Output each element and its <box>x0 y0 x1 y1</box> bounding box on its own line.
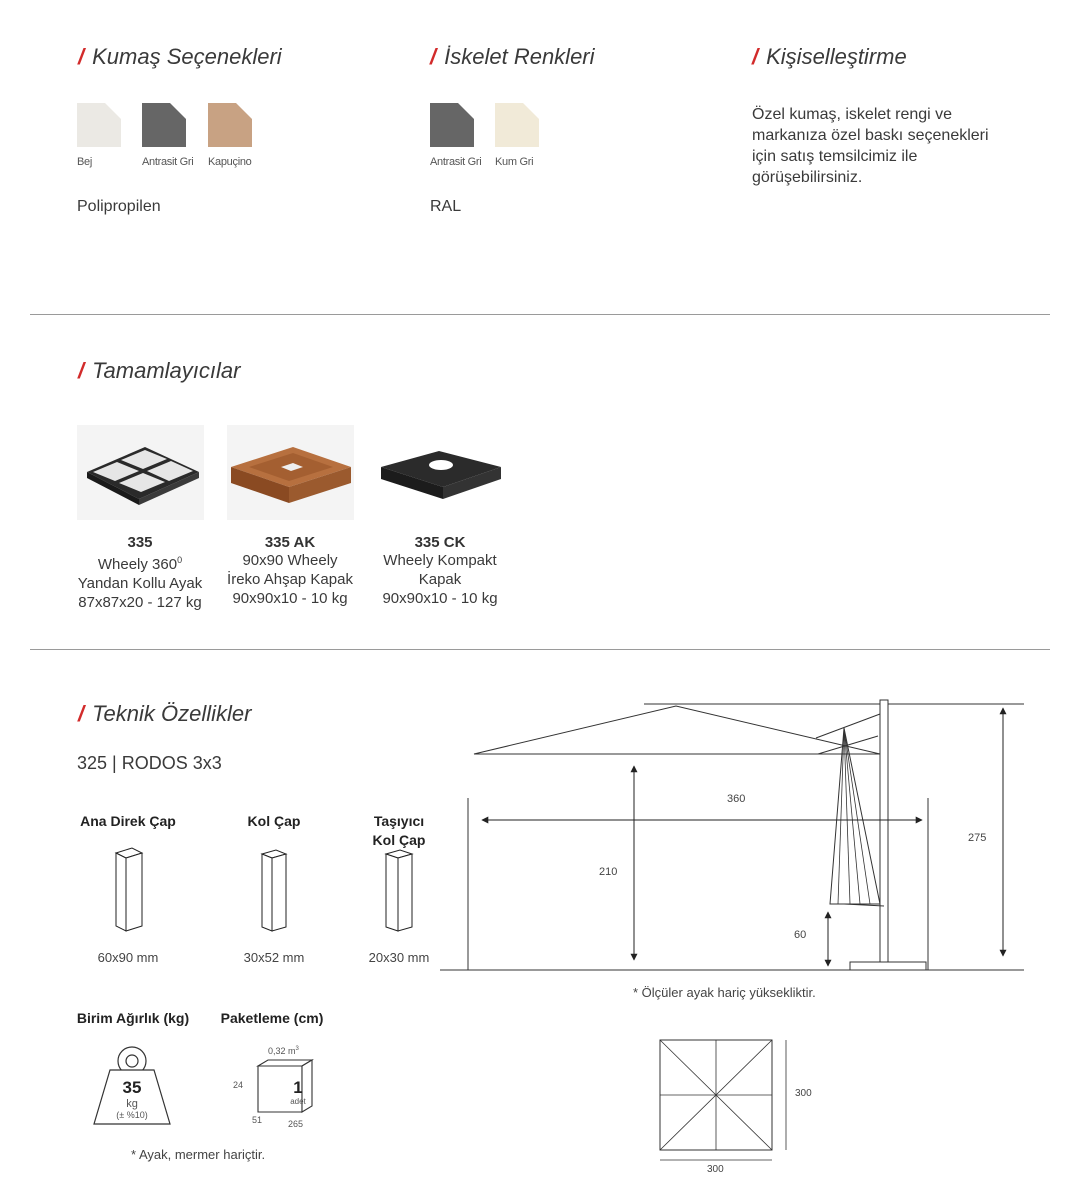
swatch-shape <box>77 103 121 147</box>
arm-profile-icon <box>258 849 294 938</box>
profile-front <box>262 854 272 931</box>
fabric-options-title-text: Kumaş Seçenekleri <box>92 44 282 69</box>
canopy-strut <box>816 714 880 738</box>
canopy-open <box>474 706 880 754</box>
customization-text <box>752 104 989 188</box>
swatch-shape <box>208 103 252 147</box>
profile-side <box>398 854 412 931</box>
swatch-label: Bej <box>77 156 92 168</box>
total-height-label: 275 <box>968 832 987 844</box>
package-volume-sup: 3 <box>295 1046 299 1052</box>
package-volume <box>268 1046 299 1056</box>
swatch-label: Antrasit Gri <box>430 156 482 168</box>
accessories-title <box>78 358 240 384</box>
accessory-image-wheely-base[interactable] <box>77 425 204 520</box>
customization-title-text: Kişiselleştirme <box>766 44 907 69</box>
package-depth: 265 <box>288 1119 304 1129</box>
accessory-line: 90x90x10 - 10 kg <box>382 590 498 607</box>
accessory-code: 335 CK <box>414 534 466 551</box>
accessory-image-wooden-cover[interactable] <box>227 425 354 520</box>
swatch-fill <box>77 103 121 147</box>
dimensions-note: * Ölçüler ayak hariç yüksekliktir. <box>633 985 816 1000</box>
weight-unit: kg <box>126 1098 138 1110</box>
wooden-cover-drawing <box>227 425 354 520</box>
profile-side <box>272 854 286 931</box>
title-slash-mark: / <box>78 44 85 69</box>
swatch-fill <box>430 103 474 147</box>
swatch-shape <box>495 103 539 147</box>
cover-hole <box>429 460 453 470</box>
fabric-swatch-bej[interactable] <box>77 103 121 147</box>
profile-front <box>386 854 398 931</box>
accessory-caption <box>360 534 520 608</box>
frame-swatch-kum[interactable] <box>495 103 539 147</box>
umbrella-plan-diagram <box>650 1030 800 1168</box>
package-box-icon <box>252 1058 316 1118</box>
packaging-heading: Paketleme (cm) <box>220 1010 324 1026</box>
fabric-options-title <box>78 44 282 70</box>
profile-drawing <box>382 849 418 933</box>
package-height: 24 <box>233 1080 244 1090</box>
spec-value-arm: 30x52 mm <box>243 950 305 965</box>
title-slash-mark: / <box>78 358 85 383</box>
accessory-line: 90x90x10 - 10 kg <box>232 590 348 607</box>
accessory-line: Kapak <box>418 571 462 588</box>
umbrella-elevation-diagram <box>440 690 1040 980</box>
title-slash-mark: / <box>78 701 85 726</box>
accessories-title-text: Tamamlayıcılar <box>92 358 241 383</box>
accessory-code: 335 AK <box>264 534 316 551</box>
section-divider <box>30 649 1050 650</box>
profile-side <box>126 853 142 931</box>
package-width: 51 <box>252 1115 263 1125</box>
accessory-image-compact-cover[interactable] <box>377 425 504 520</box>
technical-specs-title-text: Teknik Özellikler <box>92 701 252 726</box>
spec-heading-line: Taşıyıcı <box>373 813 425 829</box>
plan-depth-label: 300 <box>795 1088 812 1099</box>
package-count: 1 <box>293 1078 303 1097</box>
accessory-line: 90x90 Wheely <box>242 552 338 569</box>
fabric-swatch-kapucino[interactable] <box>208 103 252 147</box>
accessory-code: 335 <box>127 534 153 551</box>
accessory-line: Wheely Kompakt <box>383 552 497 569</box>
technical-specs-title <box>78 701 251 727</box>
compact-cover-drawing <box>377 425 504 520</box>
base-excluded-note: * Ayak, mermer hariçtir. <box>131 1147 266 1162</box>
carrier-arm-profile-icon <box>382 849 418 938</box>
frame-swatch-antrasit[interactable] <box>430 103 474 147</box>
accessory-line-sup: 0 <box>177 555 183 565</box>
spec-value-carrier-arm: 20x30 mm <box>368 950 430 965</box>
plan-width-label: 300 <box>707 1164 724 1175</box>
weight-tolerance: (± %10) <box>116 1110 148 1120</box>
customization-line: için satış temsilcimiz ile <box>752 148 918 165</box>
swatch-shape <box>142 103 186 147</box>
wheely-base-drawing <box>77 425 204 520</box>
main-pole-profile-icon <box>110 847 150 938</box>
swatch-fill <box>495 103 539 147</box>
bottom-clearance-label: 60 <box>794 929 807 941</box>
weight-ring-inner <box>126 1055 138 1067</box>
profile-drawing <box>258 849 294 933</box>
canopy-height-label: 210 <box>599 866 618 878</box>
package-volume-text: 0,32 m <box>268 1046 296 1056</box>
package-count-unit: adet <box>290 1097 306 1106</box>
frame-colors-title <box>430 44 595 70</box>
accessory-caption <box>210 534 370 608</box>
spec-heading-line: Ana Direk Çap <box>80 813 176 829</box>
profile-drawing <box>110 847 150 933</box>
accessory-caption <box>60 534 220 612</box>
spec-heading-line: Kol Çap <box>247 813 301 829</box>
frame-colors-title-text: İskelet Renkleri <box>444 44 595 69</box>
profile-front <box>116 853 126 931</box>
accessory-line: 87x87x20 - 127 kg <box>78 594 202 611</box>
swatch-label: Antrasit Gri <box>142 156 194 168</box>
swatch-fill <box>142 103 186 147</box>
accessory-line: İreko Ahşap Kapak <box>227 571 353 588</box>
fabric-material: Polipropilen <box>77 198 161 215</box>
frame-material: RAL <box>430 198 462 215</box>
customization-line: markanıza özel baskı seçenekleri <box>752 127 989 144</box>
span-dimension-label: 360 <box>727 793 746 805</box>
accessory-line <box>60 551 220 574</box>
customization-line: Özel kumaş, iskelet rengi ve <box>752 106 953 123</box>
base-plate <box>850 962 926 970</box>
spec-heading-main-pole <box>68 812 188 831</box>
swatch-fill <box>208 103 252 147</box>
accessory-line: Yandan Kollu Ayak <box>77 575 203 592</box>
title-slash-mark: / <box>752 44 759 69</box>
weight-value: 35 <box>122 1078 142 1097</box>
section-divider <box>30 314 1050 315</box>
accessory-line-text: Wheely 360 <box>97 556 178 573</box>
weight-icon <box>92 1044 172 1128</box>
main-pole <box>880 700 888 962</box>
model-name: 325 | RODOS 3x3 <box>77 753 222 773</box>
unit-weight-heading: Birim Ağırlık (kg) <box>76 1010 190 1026</box>
swatch-label: Kum Gri <box>495 156 534 168</box>
spec-heading-arm <box>214 812 334 831</box>
swatch-shape <box>430 103 474 147</box>
swatch-label: Kapuçino <box>208 156 252 168</box>
spec-heading-line: Kol Çap <box>372 832 426 848</box>
title-slash-mark: / <box>430 44 437 69</box>
customization-title <box>752 44 907 70</box>
spec-value-main-pole: 60x90 mm <box>97 950 159 965</box>
fabric-swatch-antrasit[interactable] <box>142 103 186 147</box>
customization-line: görüşebilirsiniz. <box>752 169 863 186</box>
